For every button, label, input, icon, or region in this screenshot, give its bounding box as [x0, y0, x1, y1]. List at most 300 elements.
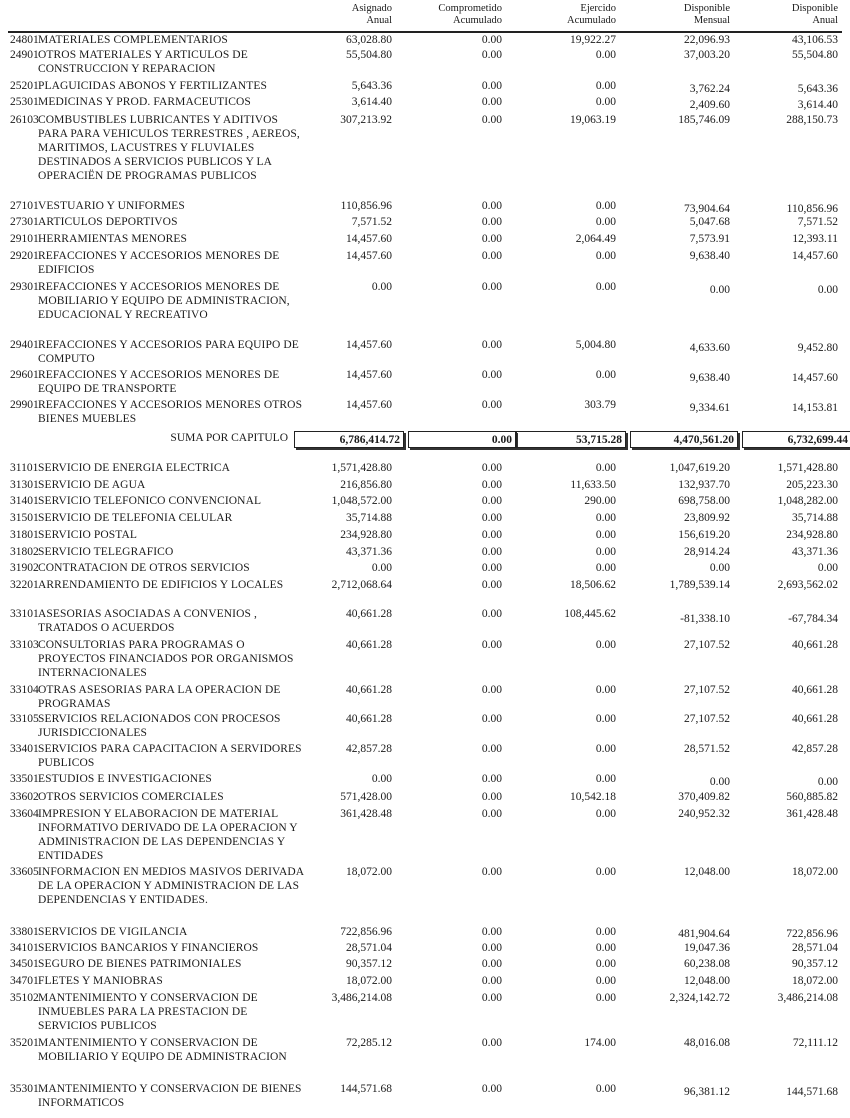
disponible-mensual-cell: -81,338.10: [680, 613, 730, 625]
disponible-anual-cell: 14,457.60: [792, 372, 838, 384]
disponible-anual-cell: 18,072.00: [792, 866, 838, 878]
comprometido-cell: 0.00: [481, 942, 502, 954]
account-code: 25301: [10, 96, 39, 108]
account-description: MANTENIMIENTO Y CONSERVACION DE BIENES INFORMATICOS: [38, 1083, 302, 1109]
table-row: [0, 865, 850, 921]
ejercido-cell: 0.00: [595, 216, 616, 228]
disponible-mensual-cell: 9,638.40: [689, 250, 730, 262]
asignado-anual-cell: 1,048,572.00: [331, 495, 392, 507]
disponible-mensual-cell: 27,107.52: [684, 713, 730, 725]
table-row: [0, 461, 850, 475]
account-description: ARTICULOS DEPORTIVOS: [38, 216, 178, 228]
disponible-mensual-cell: 96,381.12: [684, 1086, 730, 1098]
asignado-anual-cell: 110,856.96: [340, 200, 392, 212]
disponible-mensual-cell: 2,324,142.72: [669, 992, 730, 1004]
ejercido-cell: 0.00: [595, 808, 616, 820]
disponible-anual-cell: 0.00: [817, 562, 838, 574]
account-description: SERVICIO DE ENERGIA ELECTRICA: [38, 462, 231, 474]
table-row: [0, 974, 850, 988]
disponible-anual-cell: 110,856.96: [786, 203, 838, 215]
ejercido-cell: 0.00: [595, 369, 616, 381]
disponible-anual-cell: 40,661.28: [792, 713, 838, 725]
account-description: REFACCIONES Y ACCESORIOS PARA EQUIPO DE COMPUTO: [38, 339, 299, 365]
account-description: MEDICINAS Y PROD. FARMACEUTICOS: [38, 96, 251, 108]
table-row: [0, 790, 850, 804]
asignado-anual-cell: 307,213.92: [340, 114, 392, 126]
comprometido-cell: 0.00: [481, 958, 502, 970]
ejercido-cell: 0.00: [595, 562, 616, 574]
disponible-anual-cell: 14,457.60: [792, 250, 838, 262]
asignado-anual-cell: 72,285.12: [346, 1037, 392, 1049]
comprometido-cell: 0.00: [481, 1083, 502, 1095]
account-code: 31501: [10, 512, 39, 524]
account-description: REFACCIONES Y ACCESORIOS MENORES OTROS BIENES MUEBLES: [38, 399, 303, 425]
asignado-anual-cell: 90,357.12: [346, 958, 392, 970]
account-code: 33101: [10, 608, 39, 620]
account-description: FLETES Y MANIOBRAS: [38, 975, 163, 987]
account-description: SERVICIO TELEFONICO CONVENCIONAL: [38, 495, 262, 507]
disponible-anual-cell: 361,428.48: [786, 808, 838, 820]
comprometido-cell: 0.00: [481, 529, 502, 541]
disponible-mensual-cell: 4,633.60: [689, 342, 730, 354]
disponible-anual-cell: 40,661.28: [792, 684, 838, 696]
disponible-anual-cell: 7,571.52: [797, 216, 838, 228]
account-description: SEGURO DE BIENES PATRIMONIALES: [38, 958, 242, 970]
account-description: VESTUARIO Y UNIFORMES: [38, 200, 185, 212]
account-description: CONSULTORIAS PARA PROGRAMAS O PROYECTOS FINANCIADOS POR ORGANISMOS INTERNACIONALES: [38, 639, 294, 679]
disponible-mensual-cell: 370,409.82: [678, 791, 730, 803]
disponible-anual-cell: 288,150.73: [786, 114, 838, 126]
account-description: CONTRATACION DE OTROS SERVICIOS: [38, 562, 250, 574]
disponible-mensual-cell: 0.00: [709, 562, 730, 574]
disponible-anual-cell: 90,357.12: [792, 958, 838, 970]
disponible-anual-cell: 144,571.68: [786, 1086, 838, 1098]
comprometido-cell: 0.00: [481, 713, 502, 725]
account-description: MANTENIMIENTO Y CONSERVACION DE MOBILIARIO Y EQUIPO DE ADMINISTRACION: [38, 1037, 287, 1063]
account-code: 31802: [10, 546, 39, 558]
account-code: 29901: [10, 399, 39, 411]
account-description: MANTENIMIENTO Y CONSERVACION DE INMUEBLES PARA LA PRESTACION DE SERVICIOS PUBLICOS: [38, 992, 258, 1032]
comprometido-cell: 0.00: [481, 546, 502, 558]
account-description: HERRAMIENTAS MENORES: [38, 233, 187, 245]
account-code: 33105: [10, 713, 39, 725]
disponible-mensual-cell: 22,096.93: [684, 34, 730, 46]
account-description: REFACCIONES Y ACCESORIOS MENORES DE EDIFICIOS: [38, 250, 280, 276]
disponible-anual-cell: 1,571,428.80: [777, 462, 838, 474]
ejercido-cell: 0.00: [595, 773, 616, 785]
disponible-anual-cell: 12,393.11: [792, 233, 838, 245]
asignado-anual-cell: 14,457.60: [346, 369, 392, 381]
table-row: [0, 1082, 850, 1110]
disponible-anual-cell: 5,643.36: [797, 83, 838, 95]
account-code: 29101: [10, 233, 39, 245]
comprometido-cell: 0.00: [481, 339, 502, 351]
comprometido-cell: 0.00: [481, 49, 502, 61]
comprometido-cell: 0.00: [481, 34, 502, 46]
comprometido-cell: 0.00: [481, 808, 502, 820]
account-code: 33801: [10, 926, 39, 938]
ejercido-cell: 0.00: [595, 992, 616, 1004]
asignado-anual-cell: 40,661.28: [346, 608, 392, 620]
ejercido-cell: 0.00: [595, 529, 616, 541]
comprometido-cell: 0.00: [481, 773, 502, 785]
table-row: [0, 494, 850, 508]
header-comprometido-acumulado: Comprometido Acumulado: [438, 3, 502, 26]
ejercido-cell: 11,633.50: [570, 479, 616, 491]
disponible-mensual-cell: 27,107.52: [684, 639, 730, 651]
account-description: SERVICIOS BANCARIOS Y FINANCIEROS: [38, 942, 259, 954]
table-row: [0, 33, 850, 47]
account-code: 31902: [10, 562, 39, 574]
asignado-anual-cell: 234,928.80: [340, 529, 392, 541]
disponible-mensual-cell: 9,638.40: [689, 372, 730, 384]
account-code: 33605: [10, 866, 39, 878]
disponible-mensual-cell: 28,914.24: [684, 546, 730, 558]
table-row: [0, 712, 850, 740]
disponible-mensual-cell: 698,758.00: [678, 495, 730, 507]
asignado-anual-cell: 0.00: [371, 773, 392, 785]
disponible-mensual-cell: 12,048.00: [684, 866, 730, 878]
disponible-anual-cell: 40,661.28: [792, 639, 838, 651]
asignado-anual-cell: 2,712,068.64: [331, 579, 392, 591]
account-code: 31101: [10, 462, 39, 474]
asignado-anual-cell: 35,714.88: [346, 512, 392, 524]
account-description: SERVICIO TELEGRAFICO: [38, 546, 174, 558]
disponible-anual-cell: 3,486,214.08: [777, 992, 838, 1004]
comprometido-cell: 0.00: [481, 399, 502, 411]
account-code: 31401: [10, 495, 39, 507]
asignado-anual-cell: 63,028.80: [346, 34, 392, 46]
disponible-mensual-cell: 3,762.24: [689, 83, 730, 95]
table-row: [0, 578, 850, 606]
disponible-anual-cell: 28,571.04: [792, 942, 838, 954]
disponible-anual-cell: 14,153.81: [792, 402, 838, 414]
account-code: 25201: [10, 80, 39, 92]
disponible-mensual-cell: 19,047.36: [684, 942, 730, 954]
asignado-anual-cell: 144,571.68: [340, 1083, 392, 1095]
account-description: ESTUDIOS E INVESTIGACIONES: [38, 773, 212, 785]
disponible-anual-cell: 55,504.80: [792, 49, 838, 61]
account-code: 35102: [10, 992, 39, 1004]
header-disponible-anual: Disponible Anual: [791, 3, 838, 26]
table-row: [0, 528, 850, 542]
ejercido-cell: 0.00: [595, 80, 616, 92]
table-row: [0, 79, 850, 93]
account-description: SERVICIOS DE VIGILANCIA: [38, 926, 188, 938]
disponible-mensual-cell: 23,809.92: [684, 512, 730, 524]
account-description: OTRAS ASESORIAS PARA LA OPERACION DE PROGRAMAS: [38, 684, 281, 710]
comprometido-cell: 0.00: [481, 743, 502, 755]
header-asignado-anual: Asignado Anual: [351, 3, 392, 26]
comprometido-cell: 0.00: [481, 639, 502, 651]
ejercido-cell: 0.00: [595, 96, 616, 108]
comprometido-cell: 0.00: [481, 1037, 502, 1049]
account-description: IMPRESION Y ELABORACION DE MATERIAL INFORMATIVO DERIVADO DE LA OPERACION Y ADMINISTRACION DE LAS DEPENDENCIAS Y ENTIDADES: [38, 808, 298, 862]
asignado-anual-cell: 3,486,214.08: [331, 992, 392, 1004]
table-row: [0, 478, 850, 492]
disponible-mensual-cell: 132,937.70: [678, 479, 730, 491]
asignado-anual-cell: 3,614.40: [351, 96, 392, 108]
disponible-anual-cell: 42,857.28: [792, 743, 838, 755]
table-row: [0, 561, 850, 575]
disponible-mensual-cell: 9,334.61: [689, 402, 730, 414]
account-code: 33103: [10, 639, 39, 651]
subtotal-cell: 6,732,699.44: [742, 431, 850, 448]
table-row: [0, 772, 850, 786]
asignado-anual-cell: 1,571,428.80: [331, 462, 392, 474]
ejercido-cell: 0.00: [595, 926, 616, 938]
disponible-mensual-cell: 0.00: [709, 284, 730, 296]
asignado-anual-cell: 43,371.36: [346, 546, 392, 558]
comprometido-cell: 0.00: [481, 684, 502, 696]
asignado-anual-cell: 571,428.00: [340, 791, 392, 803]
comprometido-cell: 0.00: [481, 233, 502, 245]
disponible-anual-cell: 9,452.80: [797, 342, 838, 354]
account-description: SERVICIOS RELACIONADOS CON PROCESOS JURISDICCIONALES: [38, 713, 281, 739]
account-code: 29401: [10, 339, 39, 351]
subtotal-cell: 4,470,561.20: [630, 431, 738, 448]
account-code: 33604: [10, 808, 39, 820]
asignado-anual-cell: 722,856.96: [340, 926, 392, 938]
table-row: [0, 1036, 850, 1078]
asignado-anual-cell: 14,457.60: [346, 339, 392, 351]
asignado-anual-cell: 42,857.28: [346, 743, 392, 755]
disponible-mensual-cell: 27,107.52: [684, 684, 730, 696]
account-description: SERVICIO DE AGUA: [38, 479, 146, 491]
comprometido-cell: 0.00: [481, 96, 502, 108]
table-row: [0, 991, 850, 1033]
ejercido-cell: 0.00: [595, 512, 616, 524]
table-row: [0, 742, 850, 770]
disponible-anual-cell: 3,614.40: [797, 99, 838, 111]
disponible-anual-cell: 0.00: [817, 284, 838, 296]
asignado-anual-cell: 40,661.28: [346, 639, 392, 651]
asignado-anual-cell: 14,457.60: [346, 399, 392, 411]
asignado-anual-cell: 0.00: [371, 562, 392, 574]
asignado-anual-cell: 55,504.80: [346, 49, 392, 61]
account-code: 33104: [10, 684, 39, 696]
table-row: [0, 807, 850, 863]
ejercido-cell: 290.00: [584, 495, 616, 507]
disponible-mensual-cell: 2,409.60: [689, 99, 730, 111]
account-code: 35201: [10, 1037, 39, 1049]
table-row: [0, 48, 850, 76]
disponible-anual-cell: 43,106.53: [792, 34, 838, 46]
comprometido-cell: 0.00: [481, 579, 502, 591]
table-row: [0, 338, 850, 366]
ejercido-cell: 174.00: [584, 1037, 616, 1049]
asignado-anual-cell: 216,856.80: [340, 479, 392, 491]
ejercido-cell: 19,922.27: [570, 34, 616, 46]
account-description: MATERIALES COMPLEMENTARIOS: [38, 34, 228, 46]
account-code: 35301: [10, 1083, 39, 1095]
table-row: [0, 607, 850, 635]
account-code: 29201: [10, 250, 39, 262]
comprometido-cell: 0.00: [481, 926, 502, 938]
comprometido-cell: 0.00: [481, 369, 502, 381]
disponible-anual-cell: 35,714.88: [792, 512, 838, 524]
table-row: [0, 398, 850, 426]
subtotal-cell: 0.00: [408, 431, 516, 448]
table-row: [0, 249, 850, 277]
table-row: [0, 280, 850, 336]
account-code: 33602: [10, 791, 39, 803]
comprometido-cell: 0.00: [481, 281, 502, 293]
subtotal-label: SUMA POR CAPITULO: [170, 432, 288, 444]
header-disponible-mensual: Disponible Mensual: [683, 3, 730, 26]
account-code: 33501: [10, 773, 39, 785]
comprometido-cell: 0.00: [481, 512, 502, 524]
account-code: 24901: [10, 49, 39, 61]
table-row: [0, 113, 850, 197]
ejercido-cell: 0.00: [595, 639, 616, 651]
disponible-mensual-cell: 28,571.52: [684, 743, 730, 755]
comprometido-cell: 0.00: [481, 479, 502, 491]
table-row: [0, 683, 850, 711]
comprometido-cell: 0.00: [481, 975, 502, 987]
disponible-anual-cell: 234,928.80: [786, 529, 838, 541]
asignado-anual-cell: 18,072.00: [346, 975, 392, 987]
ejercido-cell: 0.00: [595, 546, 616, 558]
disponible-mensual-cell: 7,573.91: [689, 233, 730, 245]
account-description: OTROS MATERIALES Y ARTICULOS DE CONSTRUCCION Y REPARACION: [38, 49, 248, 75]
account-code: 27101: [10, 200, 39, 212]
ejercido-cell: 0.00: [595, 250, 616, 262]
comprometido-cell: 0.00: [481, 608, 502, 620]
table-row: [0, 545, 850, 559]
disponible-anual-cell: -67,784.34: [788, 613, 838, 625]
ejercido-cell: 0.00: [595, 1083, 616, 1095]
account-code: 29301: [10, 281, 39, 293]
disponible-anual-cell: 0.00: [817, 776, 838, 788]
disponible-mensual-cell: 5,047.68: [689, 216, 730, 228]
disponible-mensual-cell: 48,016.08: [684, 1037, 730, 1049]
table-row: [0, 957, 850, 971]
ejercido-cell: 0.00: [595, 942, 616, 954]
ejercido-cell: 18,506.62: [570, 579, 616, 591]
asignado-anual-cell: 14,457.60: [346, 233, 392, 245]
ejercido-cell: 0.00: [595, 462, 616, 474]
disponible-anual-cell: 560,885.82: [786, 791, 838, 803]
account-description: ASESORIAS ASOCIADAS A CONVENIOS , TRATADOS O ACUERDOS: [38, 608, 257, 634]
table-row: [0, 232, 850, 246]
comprometido-cell: 0.00: [481, 562, 502, 574]
asignado-anual-cell: 40,661.28: [346, 713, 392, 725]
asignado-anual-cell: 18,072.00: [346, 866, 392, 878]
account-code: 34101: [10, 942, 39, 954]
ejercido-cell: 0.00: [595, 958, 616, 970]
ejercido-cell: 108,445.62: [564, 608, 616, 620]
disponible-mensual-cell: 1,047,619.20: [669, 462, 730, 474]
asignado-anual-cell: 5,643.36: [351, 80, 392, 92]
account-description: OTROS SERVICIOS COMERCIALES: [38, 791, 224, 803]
ejercido-cell: 0.00: [595, 866, 616, 878]
disponible-mensual-cell: 240,952.32: [678, 808, 730, 820]
account-code: 31801: [10, 529, 39, 541]
asignado-anual-cell: 14,457.60: [346, 250, 392, 262]
account-code: 24801: [10, 34, 39, 46]
account-code: 33401: [10, 743, 39, 755]
comprometido-cell: 0.00: [481, 866, 502, 878]
comprometido-cell: 0.00: [481, 114, 502, 126]
account-code: 26103: [10, 114, 39, 126]
table-row: [0, 511, 850, 525]
subtotal-cell: 53,715.28: [516, 431, 626, 448]
disponible-mensual-cell: 156,619.20: [678, 529, 730, 541]
account-code: 32201: [10, 579, 39, 591]
disponible-mensual-cell: 481,904.64: [678, 928, 730, 940]
account-description: INFORMACION EN MEDIOS MASIVOS DERIVADA DE LA OPERACION Y ADMINISTRACION DE LAS DEPENDENCIAS Y ENTIDADES.: [38, 866, 304, 906]
disponible-mensual-cell: 185,746.09: [678, 114, 730, 126]
asignado-anual-cell: 7,571.52: [351, 216, 392, 228]
disponible-anual-cell: 722,856.96: [786, 928, 838, 940]
account-code: 34701: [10, 975, 39, 987]
table-row: [0, 941, 850, 955]
account-description: SERVICIOS PARA CAPACITACION A SERVIDORES PUBLICOS: [38, 743, 302, 769]
subtotal-row: [0, 431, 850, 445]
comprometido-cell: 0.00: [481, 200, 502, 212]
asignado-anual-cell: 28,571.04: [346, 942, 392, 954]
disponible-mensual-cell: 37,003.20: [684, 49, 730, 61]
account-code: 31301: [10, 479, 39, 491]
disponible-anual-cell: 2,693,562.02: [777, 579, 838, 591]
ejercido-cell: 0.00: [595, 684, 616, 696]
account-description: REFACCIONES Y ACCESORIOS MENORES DE MOBILIARIO Y EQUIPO DE ADMINISTRACION, EDUCACIONAL Y RECREATIVO: [38, 281, 290, 321]
ejercido-cell: 0.00: [595, 713, 616, 725]
table-row: [0, 215, 850, 229]
ejercido-cell: 0.00: [595, 743, 616, 755]
account-code: 34501: [10, 958, 39, 970]
ejercido-cell: 0.00: [595, 975, 616, 987]
ejercido-cell: 0.00: [595, 200, 616, 212]
comprometido-cell: 0.00: [481, 495, 502, 507]
asignado-anual-cell: 40,661.28: [346, 684, 392, 696]
disponible-mensual-cell: 12,048.00: [684, 975, 730, 987]
comprometido-cell: 0.00: [481, 80, 502, 92]
comprometido-cell: 0.00: [481, 791, 502, 803]
disponible-anual-cell: 205,223.30: [786, 479, 838, 491]
table-row: [0, 925, 850, 939]
ejercido-cell: 0.00: [595, 49, 616, 61]
disponible-anual-cell: 43,371.36: [792, 546, 838, 558]
disponible-anual-cell: 18,072.00: [792, 975, 838, 987]
comprometido-cell: 0.00: [481, 216, 502, 228]
asignado-anual-cell: 0.00: [371, 281, 392, 293]
subtotal-cell: 6,786,414.72: [294, 431, 404, 448]
ejercido-cell: 5,004.80: [575, 339, 616, 351]
comprometido-cell: 0.00: [481, 250, 502, 262]
table-row: [0, 199, 850, 213]
header-ejercido-acumulado: Ejercido Acumulado: [567, 3, 616, 26]
comprometido-cell: 0.00: [481, 992, 502, 1004]
disponible-mensual-cell: 0.00: [709, 776, 730, 788]
ejercido-cell: 19,063.19: [570, 114, 616, 126]
ejercido-cell: 0.00: [595, 281, 616, 293]
account-code: 29601: [10, 369, 39, 381]
disponible-mensual-cell: 73,904.64: [684, 203, 730, 215]
account-description: COMBUSTIBLES LUBRICANTES Y ADITIVOS PARA PARA VEHICULOS TERRESTRES , AEREOS, MARITIMOS, LACUSTRES Y FLUVIALES DESTINADOS A SERVICIOS PUBLICOS Y LA OPERACIËN DE PROGRAMAS PUBLICOS: [38, 114, 300, 182]
asignado-anual-cell: 361,428.48: [340, 808, 392, 820]
account-description: SERVICIO POSTAL: [38, 529, 138, 541]
ejercido-cell: 303.79: [584, 399, 616, 411]
account-code: 27301: [10, 216, 39, 228]
disponible-mensual-cell: 1,789,539.14: [669, 579, 730, 591]
disponible-mensual-cell: 60,238.08: [684, 958, 730, 970]
account-description: REFACCIONES Y ACCESORIOS MENORES DE EQUIPO DE TRANSPORTE: [38, 369, 280, 395]
ejercido-cell: 2,064.49: [575, 233, 616, 245]
comprometido-cell: 0.00: [481, 462, 502, 474]
table-row: [0, 95, 850, 109]
